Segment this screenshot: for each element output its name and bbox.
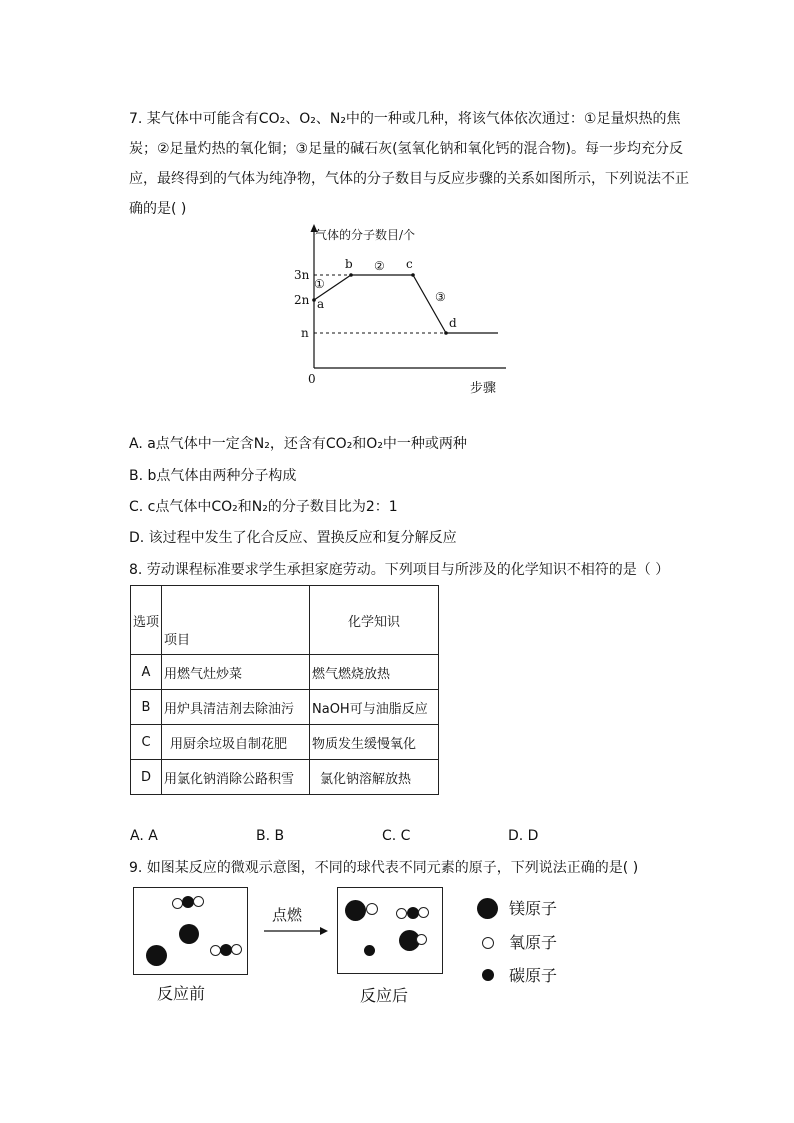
oxygen-atom xyxy=(193,896,204,907)
reaction-arrow xyxy=(262,900,334,940)
table-row xyxy=(131,725,439,760)
row-project: 用燃气灶炒菜 xyxy=(162,655,310,690)
oxygen-atom xyxy=(416,934,427,945)
table-row xyxy=(131,690,439,725)
after-reaction-box xyxy=(337,887,443,974)
label-a: a xyxy=(317,297,325,311)
table-row xyxy=(131,760,439,795)
q8-option-b: B. B xyxy=(256,828,285,844)
ytick-3n: 3n xyxy=(294,268,310,282)
question-9-stem: 9. 如图某反应的微观示意图，不同的球代表不同元素的原子，下列说法正确的是( ) xyxy=(129,860,639,876)
ytick-n: n xyxy=(301,326,309,340)
label-c: c xyxy=(406,257,413,271)
label-d: d xyxy=(449,316,457,330)
step-1-label: ① xyxy=(314,277,325,291)
step-2-label: ② xyxy=(374,259,385,273)
legend-oxygen: 氧原子 xyxy=(509,933,558,952)
question-7-stem xyxy=(129,104,689,224)
y-axis-label: 气体的分子数目/个 xyxy=(315,228,416,242)
row-option: B xyxy=(131,690,162,725)
question-8-stem: 8. 劳动课程标准要求学生承担家庭劳动。下列项目与所涉及的化学知识不相符的是（ ） xyxy=(129,562,670,578)
carbon-atom xyxy=(364,945,375,956)
q8-option-a: A. A xyxy=(130,828,158,844)
table-header-row xyxy=(131,586,439,655)
row-option: A xyxy=(131,655,162,690)
point-d xyxy=(444,331,448,335)
row-knowledge: NaOH可与油脂反应 xyxy=(310,690,439,725)
data-line xyxy=(314,275,498,333)
magnesium-atom xyxy=(179,924,199,944)
row-option: D xyxy=(131,760,162,795)
header-project: 项目 xyxy=(162,586,310,655)
q7-option-a: A. a点气体中一定含N₂，还含有CO₂和O₂中一种或两种 xyxy=(129,436,467,452)
oxygen-atom xyxy=(366,903,378,915)
origin-label: 0 xyxy=(308,372,316,386)
row-option: C xyxy=(131,725,162,760)
q8-option-d: D. D xyxy=(508,828,539,844)
oxygen-legend-icon xyxy=(482,937,494,949)
magnesium-legend-icon xyxy=(477,898,498,919)
q8-table xyxy=(130,585,439,795)
ytick-2n: 2n xyxy=(294,293,310,307)
q7-option-d: D. 该过程中发生了化合反应、置换反应和复分解反应 xyxy=(129,530,457,546)
magnesium-atom xyxy=(345,900,366,921)
arrow-label: 点燃 xyxy=(272,906,303,924)
magnesium-atom xyxy=(146,945,167,966)
oxygen-atom xyxy=(418,907,429,918)
x-axis-label: 步骤 xyxy=(470,381,497,396)
oxygen-atom xyxy=(396,908,407,919)
q7-option-c: C. c点气体中CO₂和N₂的分子数目比为2：1 xyxy=(129,499,398,515)
oxygen-atom xyxy=(231,944,242,955)
before-label: 反应前 xyxy=(157,984,206,1003)
row-project: 用氯化钠消除公路积雪 xyxy=(162,760,310,795)
legend-carbon: 碳原子 xyxy=(509,966,558,985)
header-knowledge: 化学知识 xyxy=(310,586,439,655)
header-option: 选项 xyxy=(131,586,162,655)
q8-option-c: C. C xyxy=(382,828,411,844)
row-project: 用炉具清洁剂去除油污 xyxy=(162,690,310,725)
gas-molecule-graph xyxy=(270,218,520,403)
point-b xyxy=(349,273,353,277)
stem-line: 应，最终得到的气体为纯净物，气体的分子数目与反应步骤的关系如图所示，下列说法不正 xyxy=(129,171,689,187)
stem-line: 7. 某气体中可能含有CO₂、O₂、N₂中的一种或几种，将该气体依次通过：①足量炽热的焦 xyxy=(129,111,681,127)
after-label: 反应后 xyxy=(360,986,409,1005)
legend-magnesium: 镁原子 xyxy=(509,899,558,918)
table-row xyxy=(131,655,439,690)
label-b: b xyxy=(345,257,353,271)
row-knowledge: 物质发生缓慢氧化 xyxy=(310,725,439,760)
row-knowledge: 燃气燃烧放热 xyxy=(310,655,439,690)
carbon-legend-icon xyxy=(482,969,494,981)
row-project: 用厨余垃圾自制花肥 xyxy=(162,725,310,760)
row-knowledge: 氯化钠溶解放热 xyxy=(310,760,439,795)
stem-line: 炭；②足量灼热的氧化铜；③足量的碱石灰(氢氧化钠和氧化钙的混合物)。每一步均充分反 xyxy=(129,141,684,157)
before-reaction-box xyxy=(133,887,248,975)
point-a xyxy=(312,298,316,302)
stem-line: 确的是( ) xyxy=(129,201,187,217)
point-c xyxy=(411,273,415,277)
step-3-label: ③ xyxy=(435,290,446,304)
q7-option-b: B. b点气体由两种分子构成 xyxy=(129,468,297,484)
